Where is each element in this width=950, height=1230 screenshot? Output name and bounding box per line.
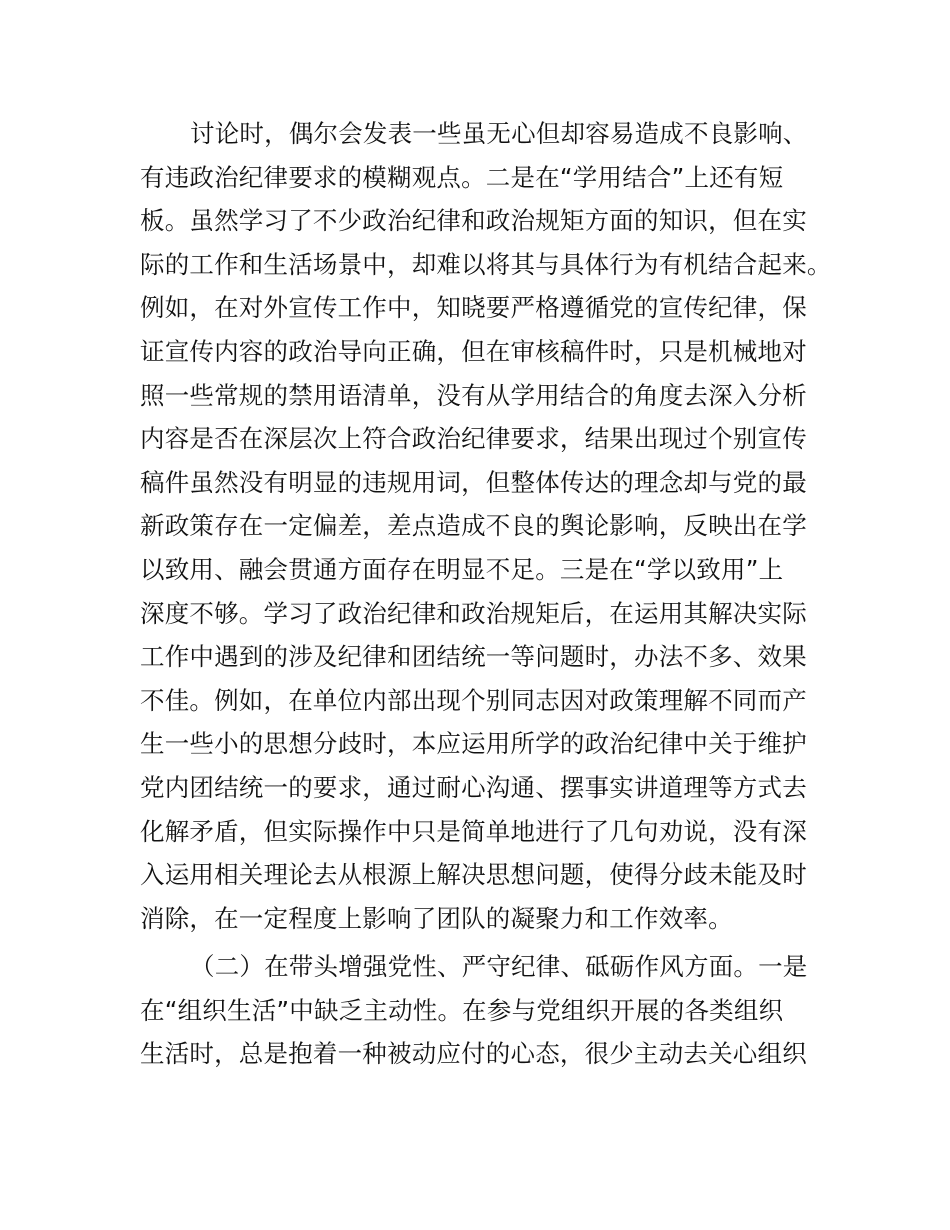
document-body xyxy=(140,112,832,1076)
paragraph-line: 板。虽然学习了不少政治纪律和政治规矩方面的知识，但在实 xyxy=(140,206,807,236)
paragraph-line: 照一些常规的禁用语清单，没有从学用结合的角度去深入分析 xyxy=(140,380,807,410)
paragraph-line: 工作中遇到的涉及纪律和团结统一等问题时，办法不多、效果 xyxy=(140,642,807,672)
paragraph-line: 稿件虽然没有明显的违规用词，但整体传达的理念却与党的最 xyxy=(140,467,807,497)
paragraph-line: 在“组织生活”中缺乏主动性。在参与党组织开展的各类组织 xyxy=(140,995,784,1025)
paragraph-line: 有违政治纪律要求的模糊观点。二是在“学用结合”上还有短 xyxy=(140,162,784,192)
paragraph-line: 生一些小的思想分歧时，本应运用所学的政治纪律中关于维护 xyxy=(140,729,807,759)
paragraph-line: 新政策存在一定偏差，差点造成不良的舆论影响，反映出在学 xyxy=(140,511,807,541)
paragraph-line: 入运用相关理论去从根源上解决思想问题，使得分歧未能及时 xyxy=(140,860,807,890)
paragraph-line: 生活时，总是抱着一种被动应付的心态，很少主动去关心组织 xyxy=(140,1039,807,1069)
paragraph-line: 讨论时，偶尔会发表一些虽无心但却容易造成不良影响、 xyxy=(190,119,808,148)
section-heading-line: （二）在带头增强党性、严守纪律、砥砺作风方面。一是 xyxy=(190,952,808,982)
paragraph-line: 证宣传内容的政治导向正确，但在审核稿件时，只是机械地对 xyxy=(140,336,807,366)
paragraph-line: 消除，在一定程度上影响了团队的凝聚力和工作效率。 xyxy=(140,903,733,933)
paragraph-line: 际的工作和生活场景中，却难以将其与具体行为有机结合起来。 xyxy=(140,249,832,279)
paragraph-line: 不佳。例如，在单位内部出现个别同志因对政策理解不同而产 xyxy=(140,685,807,715)
paragraph-line: 深度不够。学习了政治纪律和政治规矩后，在运用其解决实际 xyxy=(140,598,807,628)
paragraph-line: 化解矛盾，但实际操作中只是简单地进行了几句劝说，没有深 xyxy=(140,816,807,846)
paragraph-line: 党内团结统一的要求，通过耐心沟通、摆事实讲道理等方式去 xyxy=(140,772,807,802)
paragraph-line: 以致用、融会贯通方面存在明显不足。三是在“学以致用”上 xyxy=(140,554,784,584)
paragraph-line: 内容是否在深层次上符合政治纪律要求，结果出现过个别宣传 xyxy=(140,424,807,454)
paragraph-line: 例如，在对外宣传工作中，知晓要严格遵循党的宣传纪律，保 xyxy=(140,293,807,323)
